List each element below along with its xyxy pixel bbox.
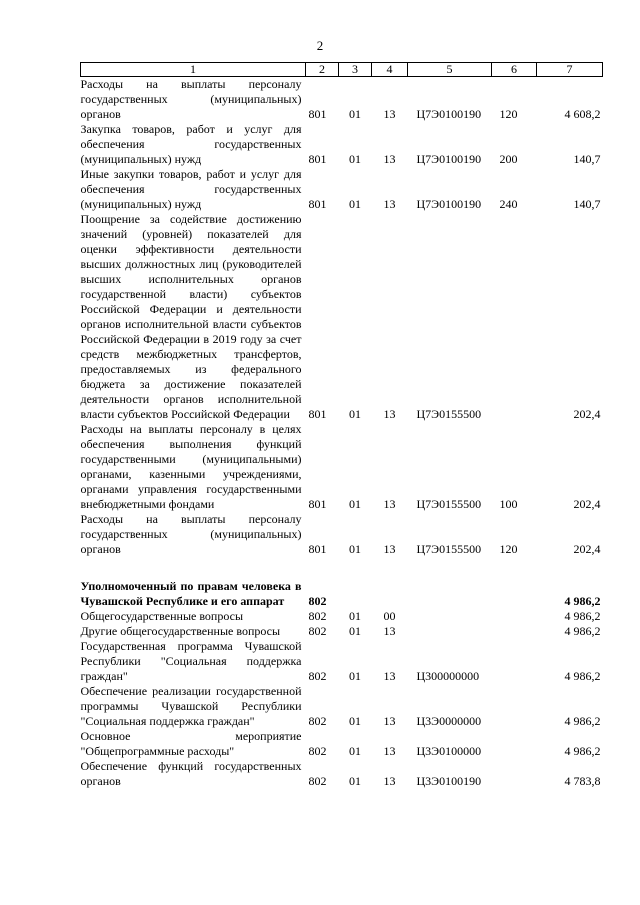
row-code-expense-type: 120 — [499, 542, 518, 556]
row-name: Основное мероприятие "Общепрограммные расходы" — [80, 729, 302, 758]
row-code-section: 01 — [349, 407, 361, 421]
row-code-section: 01 — [349, 669, 361, 683]
table-row — [81, 759, 603, 789]
row-code-expense-type — [492, 729, 537, 759]
row-amount: 4 986,2 — [564, 609, 601, 623]
row-amount: 140,7 — [573, 152, 601, 166]
row-code-subsection: 13 — [383, 197, 396, 211]
row-amount: 202,4 — [573, 497, 601, 511]
row-code-section: 01 — [349, 197, 361, 211]
row-code-subsection: 13 — [383, 744, 396, 758]
row-code-chapter: 802 — [308, 669, 327, 683]
table-row — [81, 122, 603, 167]
row-name: Другие общегосударственные вопросы — [80, 624, 281, 638]
row-code-target: Ц7Э0100190 — [416, 107, 482, 121]
row-code-subsection: 13 — [383, 152, 396, 166]
row-code-target: Ц7Э0155500 — [416, 497, 482, 511]
header-col-1: 1 — [81, 63, 306, 77]
row-name: Расходы на выплаты персоналу государственных (муниципальных) органов — [80, 512, 302, 556]
row-name: Общегосударственные вопросы — [80, 609, 244, 623]
row-code-subsection: 00 — [383, 609, 396, 623]
page-number: 2 — [316, 38, 324, 53]
row-amount: 202,4 — [573, 407, 601, 421]
row-spacer — [81, 557, 603, 579]
row-code-chapter: 802 — [308, 774, 327, 788]
row-amount: 140,7 — [573, 197, 601, 211]
row-code-section: 01 — [349, 497, 361, 511]
row-code-target: Ц7Э0100190 — [416, 197, 482, 211]
row-amount: 4 986,2 — [564, 714, 601, 728]
row-name: Расходы на выплаты персоналу государственных (муниципальных) органов — [80, 77, 302, 121]
row-amount: 4 986,2 — [564, 624, 601, 638]
row-amount: 4 986,2 — [564, 594, 601, 608]
row-code-chapter: 801 — [308, 152, 327, 166]
row-code-chapter: 801 — [308, 542, 327, 556]
row-code-section: 01 — [349, 152, 361, 166]
row-code-target: Ц3Э0000000 — [416, 714, 482, 728]
row-code-expense-type — [492, 609, 537, 624]
row-code-chapter: 802 — [308, 594, 327, 608]
row-code-chapter: 802 — [308, 624, 327, 638]
row-code-expense-type — [492, 639, 537, 684]
row-code-expense-type: 120 — [499, 107, 518, 121]
header-col-7: 7 — [537, 63, 603, 77]
row-code-section: 01 — [349, 714, 361, 728]
row-code-subsection: 13 — [383, 774, 396, 788]
row-name: Государственная программа Чувашской Республики "Социальная поддержка граждан" — [80, 639, 302, 683]
table-row — [81, 609, 603, 624]
row-code-chapter: 801 — [308, 497, 327, 511]
table-row — [81, 77, 603, 123]
row-code-chapter: 801 — [308, 407, 327, 421]
row-code-subsection: 13 — [383, 107, 396, 121]
table-row — [81, 579, 603, 609]
spacer-cell — [81, 557, 603, 579]
row-name: Обеспечение реализации государственной программы Чувашской Республики "Социальная поддержка граждан" — [80, 684, 302, 728]
row-code-target: Ц7Э0155500 — [416, 407, 482, 421]
row-code-section: 01 — [349, 542, 361, 556]
row-code-expense-type — [492, 759, 537, 789]
row-amount: 4 986,2 — [564, 669, 601, 683]
table-header — [81, 63, 603, 77]
row-code-target: Ц300000000 — [416, 669, 480, 683]
row-code-chapter: 801 — [308, 197, 327, 211]
header-col-2: 2 — [306, 63, 339, 77]
row-code-chapter: 801 — [308, 107, 327, 121]
row-code-expense-type: 100 — [499, 497, 518, 511]
header-col-6: 6 — [492, 63, 537, 77]
row-code-subsection: 13 — [383, 497, 396, 511]
row-code-chapter: 802 — [308, 744, 327, 758]
row-code-chapter: 802 — [308, 714, 327, 728]
row-code-expense-type — [492, 212, 537, 422]
row-code-section: 01 — [349, 624, 361, 638]
row-code-target: Ц7Э0100190 — [416, 152, 482, 166]
row-code-section — [339, 579, 372, 609]
table-row — [81, 624, 603, 639]
row-name: Обеспечение функций государственных органов — [80, 759, 302, 788]
row-name: Уполномоченный по правам человека в Чувашской Республике и его аппарат — [80, 579, 302, 608]
row-code-expense-type: 200 — [499, 152, 518, 166]
row-code-target: Ц7Э0155500 — [416, 542, 482, 556]
row-code-section: 01 — [349, 609, 361, 623]
row-code-expense-type — [492, 624, 537, 639]
row-code-target — [408, 579, 492, 609]
row-amount: 4 608,2 — [564, 107, 601, 121]
header-col-5: 5 — [408, 63, 492, 77]
row-name: Расходы на выплаты персоналу в целях обеспечения выполнения функций государственными (муниципальными) органами, казенными учреждениями, органами управления государственными внебюджетными фондами — [80, 422, 302, 511]
header-col-4: 4 — [372, 63, 408, 77]
row-code-subsection: 13 — [383, 669, 396, 683]
row-code-subsection: 13 — [383, 624, 396, 638]
row-code-subsection — [372, 579, 408, 609]
row-name: Иные закупки товаров, работ и услуг для обеспечения государственных (муниципальных) нужд — [80, 167, 302, 211]
row-amount: 4 986,2 — [564, 744, 601, 758]
row-code-section: 01 — [349, 774, 361, 788]
row-amount: 202,4 — [573, 542, 601, 556]
row-code-subsection: 13 — [383, 407, 396, 421]
table-body — [81, 77, 603, 790]
table-row — [81, 684, 603, 729]
table-row — [81, 639, 603, 684]
row-name: Поощрение за содействие достижению значений (уровней) показателей для оценки эффективности деятельности высших должностных лиц (руководителей высших исполнительных органов государственной власти) субъектов Российской Федерации и деятельности органов исполнительной власти субъектов Российской Федерации в 2019 году за счет средств межбюджетных трансфертов, предоставляемых из федерального бюджета за достижение показателей деятельности органов исполнительной власти субъектов Российской Федерации — [80, 212, 302, 421]
table-row — [81, 729, 603, 759]
table-row — [81, 422, 603, 512]
row-code-target — [408, 609, 492, 624]
budget-table — [80, 62, 603, 789]
table-row — [81, 512, 603, 557]
row-code-subsection: 13 — [383, 714, 396, 728]
table-row — [81, 212, 603, 422]
row-amount: 4 783,8 — [564, 774, 601, 788]
row-code-target — [408, 624, 492, 639]
row-code-section: 01 — [349, 107, 361, 121]
row-code-expense-type — [492, 684, 537, 729]
table-row — [81, 167, 603, 212]
row-name: Закупка товаров, работ и услуг для обеспечения государственных (муниципальных) нужд — [80, 122, 302, 166]
row-code-expense-type — [492, 579, 537, 609]
row-code-target: Ц3Э0100000 — [416, 744, 482, 758]
row-code-subsection: 13 — [383, 542, 396, 556]
row-code-expense-type: 240 — [499, 197, 518, 211]
row-code-section: 01 — [349, 744, 361, 758]
row-code-target: Ц3Э0100190 — [416, 774, 482, 788]
header-col-3: 3 — [339, 63, 372, 77]
row-code-chapter: 802 — [308, 609, 327, 623]
